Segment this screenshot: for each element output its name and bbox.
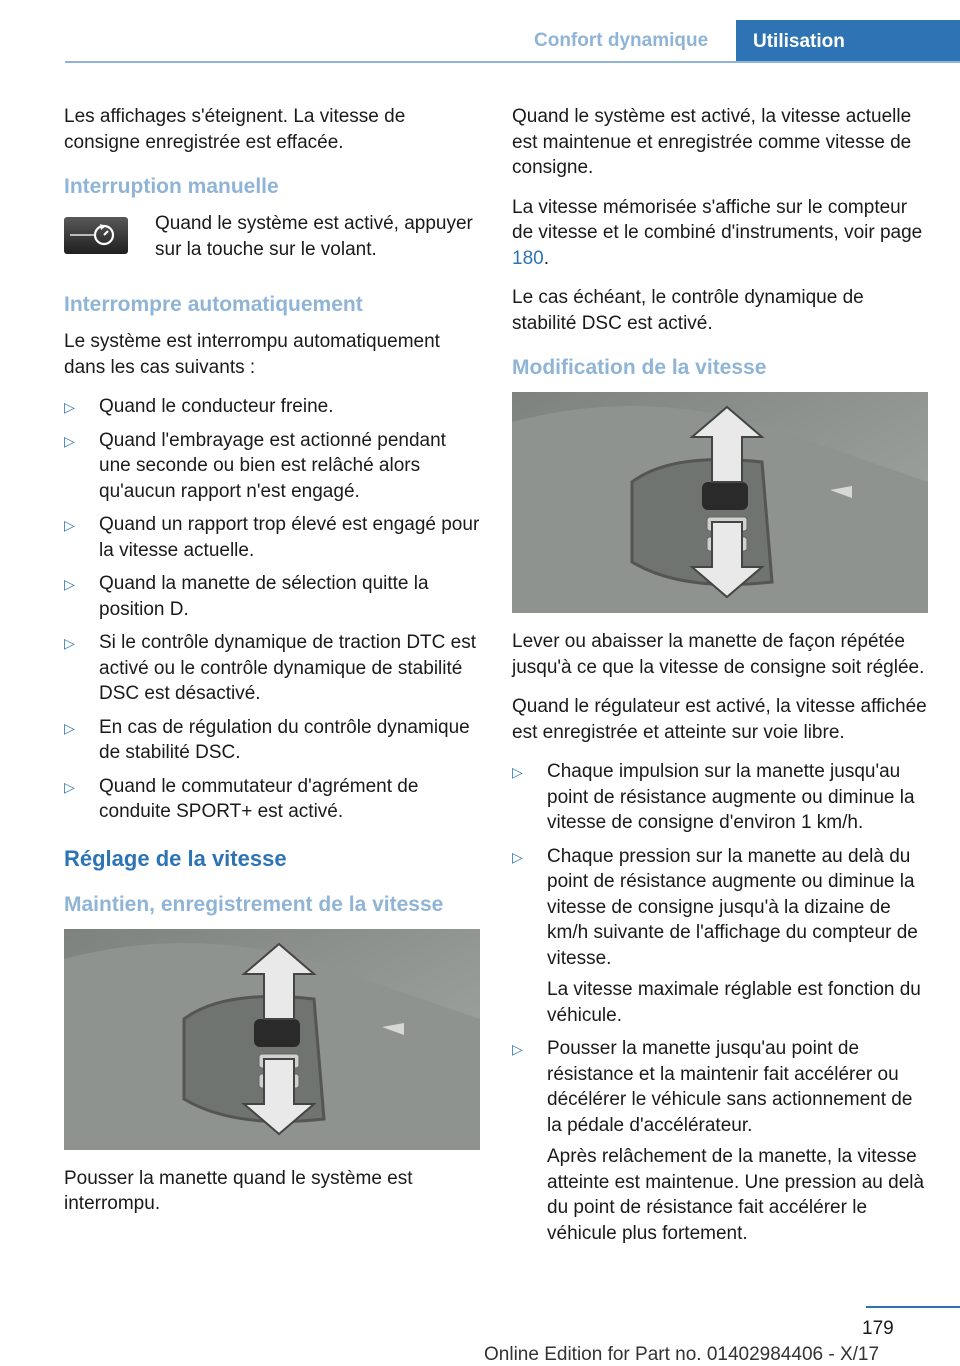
header-section-title: Confort dynamique [534, 30, 709, 51]
modify-speed-list [512, 759, 930, 1246]
steering-wheel-lever-photo [64, 929, 480, 1150]
header-chapter-tab [736, 20, 960, 62]
manual-interruption-text: Quand le système est activé, appuyer sur la touche sur le volant. [155, 213, 473, 260]
auto-interruption-text: Le système est interrompu automatiquement dans les cas suivants : [64, 331, 440, 378]
header-rule [65, 61, 960, 63]
list-item: ▷ Pousser la manette jusqu'au point de résistance et la maintenir fait accélérer ou décélérer le véhicule sans actionnement de la pédale d'accélérateur. Après relâchement de la manette, la vitesse atteinte est maintenue. Une pression au delà du point de résistance fait accélérer le véhicule plus fortement. [512, 1036, 930, 1246]
modify-caption: Lever ou abaisser la manette de façon répétée jusqu'à ce que la vitesse de consigne soit réglée. [512, 631, 925, 678]
page-number-rule [866, 1306, 960, 1308]
triangle-bullet-icon: ▷ [64, 517, 75, 533]
footer-edition: Online Edition for Part no. 01402984406 - X/17 [484, 1344, 880, 1365]
list-item: ▷ En cas de régulation du contrôle dynamique de stabilité DSC. [64, 716, 470, 763]
manual-interruption-block [64, 211, 482, 273]
left-column [64, 104, 482, 1231]
list-item-note: Après relâchement de la manette, la vitesse atteinte est maintenue. Une pression au delà du point de résistance fait accélérer le véhicule plus fortement. [547, 1146, 925, 1244]
triangle-bullet-icon: ▷ [512, 1041, 523, 1057]
triangle-bullet-icon: ▷ [64, 399, 75, 415]
heading-speed-setting: Réglage de la vitesse [64, 845, 287, 871]
maintain-caption: Pousser la manette quand le système est interrompu. [64, 1167, 413, 1214]
triangle-bullet-icon: ▷ [512, 764, 523, 780]
list-item: ▷ Quand le commutateur d'agrément de conduite SPORT+ est activé. [64, 775, 419, 822]
heading-manual-interruption: Interruption manuelle [64, 175, 279, 198]
triangle-bullet-icon: ▷ [64, 576, 75, 592]
memorized-speed-text: La vitesse mémorisée s'affiche sur le compteur de vitesse et le combiné d'instruments, voir page 180. [512, 196, 923, 269]
heading-auto-interruption: Interrompre automatiquement [64, 293, 363, 316]
dsc-text: Le cas échéant, le contrôle dynamique de stabilité DSC est activé. [512, 287, 864, 334]
triangle-bullet-icon: ▷ [64, 635, 75, 651]
list-item: ▷ Quand l'embrayage est actionné pendant une seconde ou bien est relâché alors qu'aucun rapport n'est engagé. [64, 429, 446, 502]
page-header [0, 0, 960, 62]
activated-text: Quand le système est activé, la vitesse actuelle est maintenue et enregistrée comme vitesse de consigne. [512, 106, 912, 178]
auto-interruption-list [64, 394, 482, 825]
triangle-bullet-icon: ▷ [512, 848, 523, 865]
list-item: ▷ Chaque pression sur la manette au delà du point de résistance augmente ou diminue la vitesse de consigne jusqu'à la dizaine de km/h suivante de l'affichage du compteur de vitesse. La vitesse maximale réglable est fonction du véhicule. [512, 844, 930, 1029]
heading-maintain-speed: Maintien, enregistrement de la vitesse [64, 892, 444, 916]
list-item: ▷ Chaque impulsion sur la manette jusqu'au point de résistance augmente ou diminue la vitesse de consigne d'environ 1 km/h. [512, 761, 915, 833]
triangle-bullet-icon: ▷ [64, 778, 75, 795]
triangle-bullet-icon: ▷ [64, 432, 75, 449]
list-item: ▷ Quand un rapport trop élevé est engagé pour la vitesse actuelle. [64, 514, 480, 561]
cruise-interrupt-button-icon [64, 217, 128, 254]
list-item: ▷ Quand le conducteur freine. [64, 394, 482, 420]
page-180-link[interactable]: 180 [512, 247, 544, 269]
header-chapter-label: Utilisation [753, 31, 845, 52]
list-item: ▷ Si le contrôle dynamique de traction DTC est activé ou le contrôle dynamique de stabilité DSC est désactivé. [64, 632, 477, 704]
heading-modify-speed: Modification de la vitesse [512, 356, 767, 379]
page-number: 179 [862, 1318, 894, 1339]
list-item-note: La vitesse maximale réglable est fonction du véhicule. [547, 979, 921, 1026]
regulator-text: Quand le régulateur est activé, la vitesse affichée est enregistrée et atteinte sur voie libre. [512, 696, 927, 743]
list-item: ▷ Quand la manette de sélection quitte la position D. [64, 573, 429, 620]
right-column [512, 104, 930, 1258]
triangle-bullet-icon: ▷ [64, 719, 75, 736]
steering-wheel-lever-photo [512, 392, 928, 613]
intro-text: Les affichages s'éteignent. La vitesse de consigne enregistrée est effacée. [64, 106, 406, 153]
